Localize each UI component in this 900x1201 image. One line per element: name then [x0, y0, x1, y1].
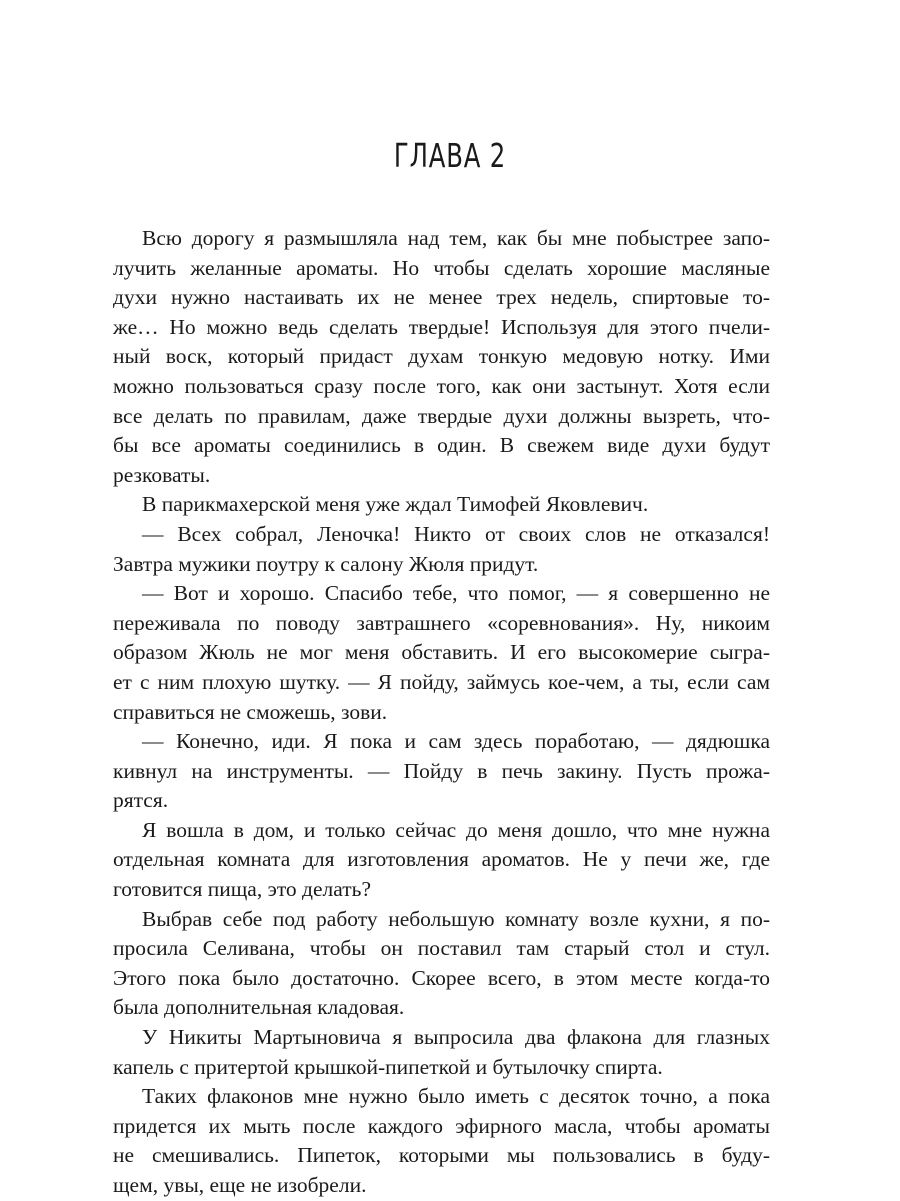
text-line: — Всех собрал, Леночка! Никто от своих слов не отказался! [142, 521, 770, 546]
text-line: была дополнительная кладовая. [113, 995, 405, 1020]
text-line: духи нужно настаивать их не менее трех недель, спиртовые то- [113, 285, 770, 310]
text-line: же… Но можно ведь сделать твердые! Используя для этого пчели- [113, 314, 770, 339]
text-line: переживала по поводу завтрашнего «соревнования». Ну, никоим [113, 610, 770, 635]
text-line: щем, увы, еще не изобрели. [113, 1173, 367, 1197]
text-line: Выбрав себе под работу небольшую комнату возле кухни, я по- [142, 906, 770, 931]
text-line: лучить желанные ароматы. Но чтобы сделать хорошие масляные [113, 255, 770, 280]
text-line: образом Жюль не мог меня обставить. И его высокомерие сыгра- [113, 640, 770, 665]
text-line: — Конечно, иди. Я пока и сам здесь поработаю, — дядюшка [142, 729, 770, 754]
text-line: кивнул на инструменты. — Пойду в печь закину. Пусть прожа- [113, 758, 770, 783]
text-line: рятся. [113, 788, 169, 813]
text-line: резковаты. [113, 462, 211, 487]
text-line: В парикмахерской меня уже ждал Тимофей Яковлевич. [142, 492, 649, 517]
text-line: ет с ним плохую шутку. — Я пойду, займусь кое-чем, а ты, если сам [113, 669, 770, 694]
text-line: Этого пока было достаточно. Скорее всего, в этом месте когда-то [113, 965, 770, 990]
text-line: не смешивались. Пипеток, которыми мы пользовались в буду- [113, 1143, 770, 1168]
text-line: справиться не сможешь, зови. [113, 699, 388, 724]
text-line: придется их мыть после каждого эфирного масла, чтобы ароматы [113, 1113, 770, 1138]
text-line: Всю дорогу я размышляла над тем, как бы мне побыстрее запо- [142, 226, 770, 250]
text-line: Я вошла в дом, и только сейчас до меня дошло, что мне нужна [142, 817, 770, 842]
text-line: просила Селивана, чтобы он поставил там старый стол и стул. [113, 936, 770, 961]
text-line: можно пользоваться сразу после того, как они застынут. Хотя если [113, 373, 770, 398]
text-line: Таких флаконов мне нужно было иметь с десяток точно, а пока [142, 1084, 770, 1109]
text-line: отдельная комната для изготовления ароматов. Не у печи же, где [113, 847, 770, 872]
text-line: готовится пища, это делать? [113, 877, 371, 902]
text-line: У Никиты Мартыновича я выпросила два флакона для глазных [142, 1025, 770, 1050]
text-line: все делать по правилам, даже твердые духи должны вызреть, что- [113, 403, 770, 428]
text-line: бы все ароматы соединились в один. В свежем виде духи будут [113, 433, 770, 458]
text-line: капель с притертой крышкой-пипеткой и бутылочку спирта. [113, 1054, 663, 1079]
text-line: Завтра мужики поутру к салону Жюля придут. [113, 551, 539, 576]
chapter-title: ГЛАВА 2 [393, 136, 507, 175]
text-line: — Вот и хорошо. Спасибо тебе, что помог, — я совершенно не [142, 581, 770, 606]
chapter-body [113, 224, 770, 1201]
text-line: ный воск, который придаст духам тонкую медовую нотку. Ими [113, 344, 770, 369]
